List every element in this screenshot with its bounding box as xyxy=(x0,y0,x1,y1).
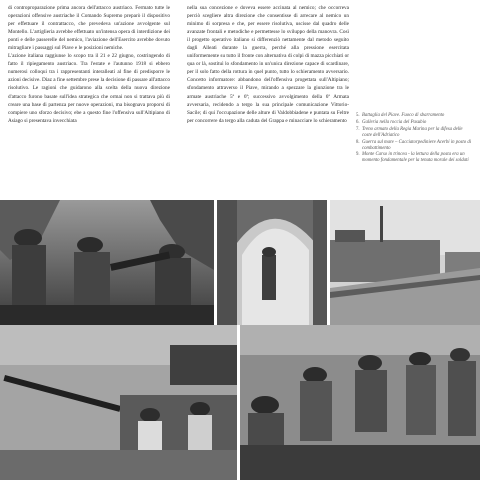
caption-text: Galleria nella roccia del Pasubio xyxy=(362,119,427,125)
caption-number: 8. xyxy=(356,139,360,145)
caption-item xyxy=(356,152,472,164)
caption-item xyxy=(356,127,472,139)
caption-text: Battaglia del Piave. Fuoco di sbarramento xyxy=(362,113,445,118)
text-column-middle xyxy=(187,4,349,125)
text-column-left xyxy=(8,4,170,125)
photo-soldiers-mail xyxy=(240,325,480,480)
paragraph: L'azione italiana raggiunse lo scopo tra il 21 e 22 giugno, costringendo di fatto il ripiegamento austriaco. Tra l'estate e l'autunno 1918 si ebbero numerosi colloqui tra i rappresentanti interalleati al fine di predisporre le azioni decisive. Diaz a fine settembre prese la decisione di passare all'attacco risolutivo. Le ragioni che guidarono alla scelta della nuova direzione d'attacco furono basate sull'idea strategica che ormai non si trattava più di creare una base di partenza per nuove operazioni, ma bisognava proporsi di compiere uno sforzo decisivo; ebe a questo fine l'offensiva sull'Altipiano di Asiago si presentava invecchiata xyxy=(8,53,170,124)
caption-item xyxy=(356,140,472,152)
photo-captions xyxy=(356,113,472,165)
caption-text: Treno armato della Regia Marina per la difesa delle coste dell'Adriatico xyxy=(362,126,463,138)
caption-item xyxy=(356,120,472,126)
photo-soldiers-firing xyxy=(0,200,214,325)
photo-tunnel xyxy=(217,200,327,325)
paragraph: di controproparazione prima ancora dell'attacco austriaco. Fermato tutte le operazioni offensive austriache il Comando Supremo preparò il dispositivo per effettuare il contrattacco, che prevedeva un'azione avvolgente sul Montello. L'artiglieria avrebbe effettuato un'intensa opera di interdizione dei ponti e delle passerelle del nemico, l'aviazione dell'Esercito avrebbe dovuto mitragliare i passaggi sul Piave e le posizioni nemiche. xyxy=(8,5,170,52)
caption-number: 5. xyxy=(356,113,360,118)
caption-number: 9. xyxy=(356,152,360,158)
photo-destroyer-deck xyxy=(0,325,237,480)
caption-number: 7. xyxy=(356,126,360,132)
caption-text: Guerra sul mare – Cacciatorpediniere Acerbi in posto di combattimento xyxy=(362,139,472,151)
caption-text: Monte Carso in trincea - la lettura della posta era un momento fondamentale per la tenuta morale dei soldati xyxy=(362,152,469,164)
caption-number: 6. xyxy=(356,119,360,125)
caption-item xyxy=(356,113,472,119)
paragraph: nella sua concezione e doveva essere accinata al nemico; che occorreva perciò scegliere altra direzione che consentisse di arrecare al nemico un minimo di sorpresa e che, per essere risolutiva, uscisse dal quadro delle avanzate frontali e metodiche e permettesse lo sviluppo della manovra. Così il progetto operativo italiano si differenziò nettamente dal metodo seguito dagli Alleati durante la guerra, perché alla pressione esercitata uniformemente su tutto il fronte con alternativa di colpi di mazza picchiati or qua or là, sostituì lo sfondamento in un'unica direzione capace di scardinare, per il solo fatto della rottura in quel punto, tutto lo schieramento avversario. Concetto informatore: abbandono dell'offensiva progettata sull'Altipiano; sfondamento attraverso il Piave, mirando a spezzare la giunzione tra le armate austriache 5ª e 6ª; successivo avvolgimento della 6ª Armata avversaria, recidendo a tergo la sua principale comunicazione Vittorio-Sacile; di qui l'occupazione delle alture di Valdobbiadene e puntata su Feltre per concorrere da tergo alla caduta del Grappa e minacciare lo schieramento xyxy=(187,5,349,124)
photo-armored-train xyxy=(330,200,480,325)
